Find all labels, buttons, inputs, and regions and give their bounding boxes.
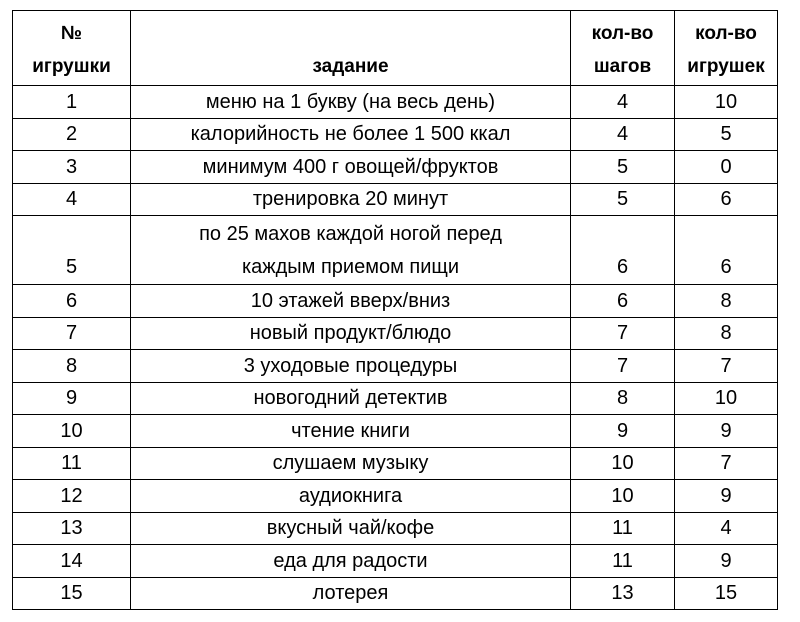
cell-task: минимум 400 г овощей/фруктов — [131, 151, 571, 184]
cell-toy-number: 9 — [13, 382, 131, 415]
cell-toys: 5 — [675, 118, 778, 151]
table-row — [13, 118, 778, 151]
cell-steps: 6 — [571, 216, 675, 285]
table-row — [13, 86, 778, 119]
header-steps-line2: шагов — [593, 56, 652, 77]
cell-toys: 9 — [675, 415, 778, 448]
table-row — [13, 577, 778, 610]
table-row — [13, 382, 778, 415]
cell-task: новый продукт/блюдо — [131, 317, 571, 350]
cell-toys: 9 — [675, 545, 778, 578]
header-row — [13, 11, 778, 86]
table-row — [13, 415, 778, 448]
table-row — [13, 317, 778, 350]
header-toy-number-symbol: № — [60, 23, 83, 44]
cell-toy-number: 1 — [13, 86, 131, 119]
cell-task: меню на 1 букву (на весь день) — [131, 86, 571, 119]
cell-steps: 7 — [571, 317, 675, 350]
cell-steps: 13 — [571, 577, 675, 610]
cell-toy-number: 15 — [13, 577, 131, 610]
header-toy-number — [13, 11, 131, 86]
cell-toy-number: 4 — [13, 183, 131, 216]
cell-toy-number: 7 — [13, 317, 131, 350]
cell-toys: 0 — [675, 151, 778, 184]
cell-task: калорийность не более 1 500 ккал — [131, 118, 571, 151]
cell-toys: 6 — [675, 183, 778, 216]
cell-toys: 4 — [675, 512, 778, 545]
header-steps-line1: кол-во — [591, 23, 654, 44]
table-row — [13, 151, 778, 184]
table-row — [13, 545, 778, 578]
cell-steps: 10 — [571, 480, 675, 513]
cell-task: 3 уходовые процедуры — [131, 350, 571, 383]
header-toys-count — [675, 11, 778, 86]
cell-toy-number: 5 — [13, 216, 131, 285]
cell-toys: 6 — [675, 216, 778, 285]
cell-task: по 25 махов каждой ногой перед каждым приемом пищи — [131, 216, 571, 285]
cell-toys: 10 — [675, 86, 778, 119]
tasks-table — [12, 10, 778, 610]
header-toys-line1: кол-во — [695, 23, 757, 44]
cell-toys: 7 — [675, 447, 778, 480]
cell-steps: 7 — [571, 350, 675, 383]
cell-steps: 10 — [571, 447, 675, 480]
cell-toy-number: 8 — [13, 350, 131, 383]
cell-toys: 7 — [675, 350, 778, 383]
cell-steps: 9 — [571, 415, 675, 448]
cell-steps: 8 — [571, 382, 675, 415]
cell-task: тренировка 20 минут — [131, 183, 571, 216]
cell-toy-number: 2 — [13, 118, 131, 151]
table-row — [13, 216, 778, 285]
table-row — [13, 512, 778, 545]
cell-toy-number: 13 — [13, 512, 131, 545]
cell-task: слушаем музыку — [131, 447, 571, 480]
table-row — [13, 183, 778, 216]
cell-task: чтение книги — [131, 415, 571, 448]
cell-toy-number: 14 — [13, 545, 131, 578]
cell-toy-number: 11 — [13, 447, 131, 480]
cell-task: вкусный чай/кофе — [131, 512, 571, 545]
header-task-label: задание — [312, 56, 389, 77]
cell-steps: 4 — [571, 86, 675, 119]
header-task — [131, 11, 571, 86]
table-row — [13, 480, 778, 513]
cell-steps: 11 — [571, 545, 675, 578]
table-row — [13, 447, 778, 480]
cell-task: 10 этажей вверх/вниз — [131, 285, 571, 318]
cell-toys: 8 — [675, 317, 778, 350]
cell-task: новогодний детектив — [131, 382, 571, 415]
table-row — [13, 285, 778, 318]
cell-steps: 11 — [571, 512, 675, 545]
cell-steps: 5 — [571, 151, 675, 184]
cell-task: аудиокнига — [131, 480, 571, 513]
cell-steps: 5 — [571, 183, 675, 216]
header-steps-count — [571, 11, 675, 86]
cell-toy-number: 12 — [13, 480, 131, 513]
cell-task: еда для радости — [131, 545, 571, 578]
cell-task: лотерея — [131, 577, 571, 610]
cell-toys: 15 — [675, 577, 778, 610]
cell-steps: 4 — [571, 118, 675, 151]
cell-toy-number: 6 — [13, 285, 131, 318]
cell-toy-number: 3 — [13, 151, 131, 184]
cell-toys: 10 — [675, 382, 778, 415]
cell-steps: 6 — [571, 285, 675, 318]
header-toys-line2: игрушек — [687, 56, 765, 77]
header-toy-number-label: игрушки — [32, 56, 111, 77]
cell-toys: 8 — [675, 285, 778, 318]
table-row — [13, 350, 778, 383]
cell-toys: 9 — [675, 480, 778, 513]
cell-toy-number: 10 — [13, 415, 131, 448]
